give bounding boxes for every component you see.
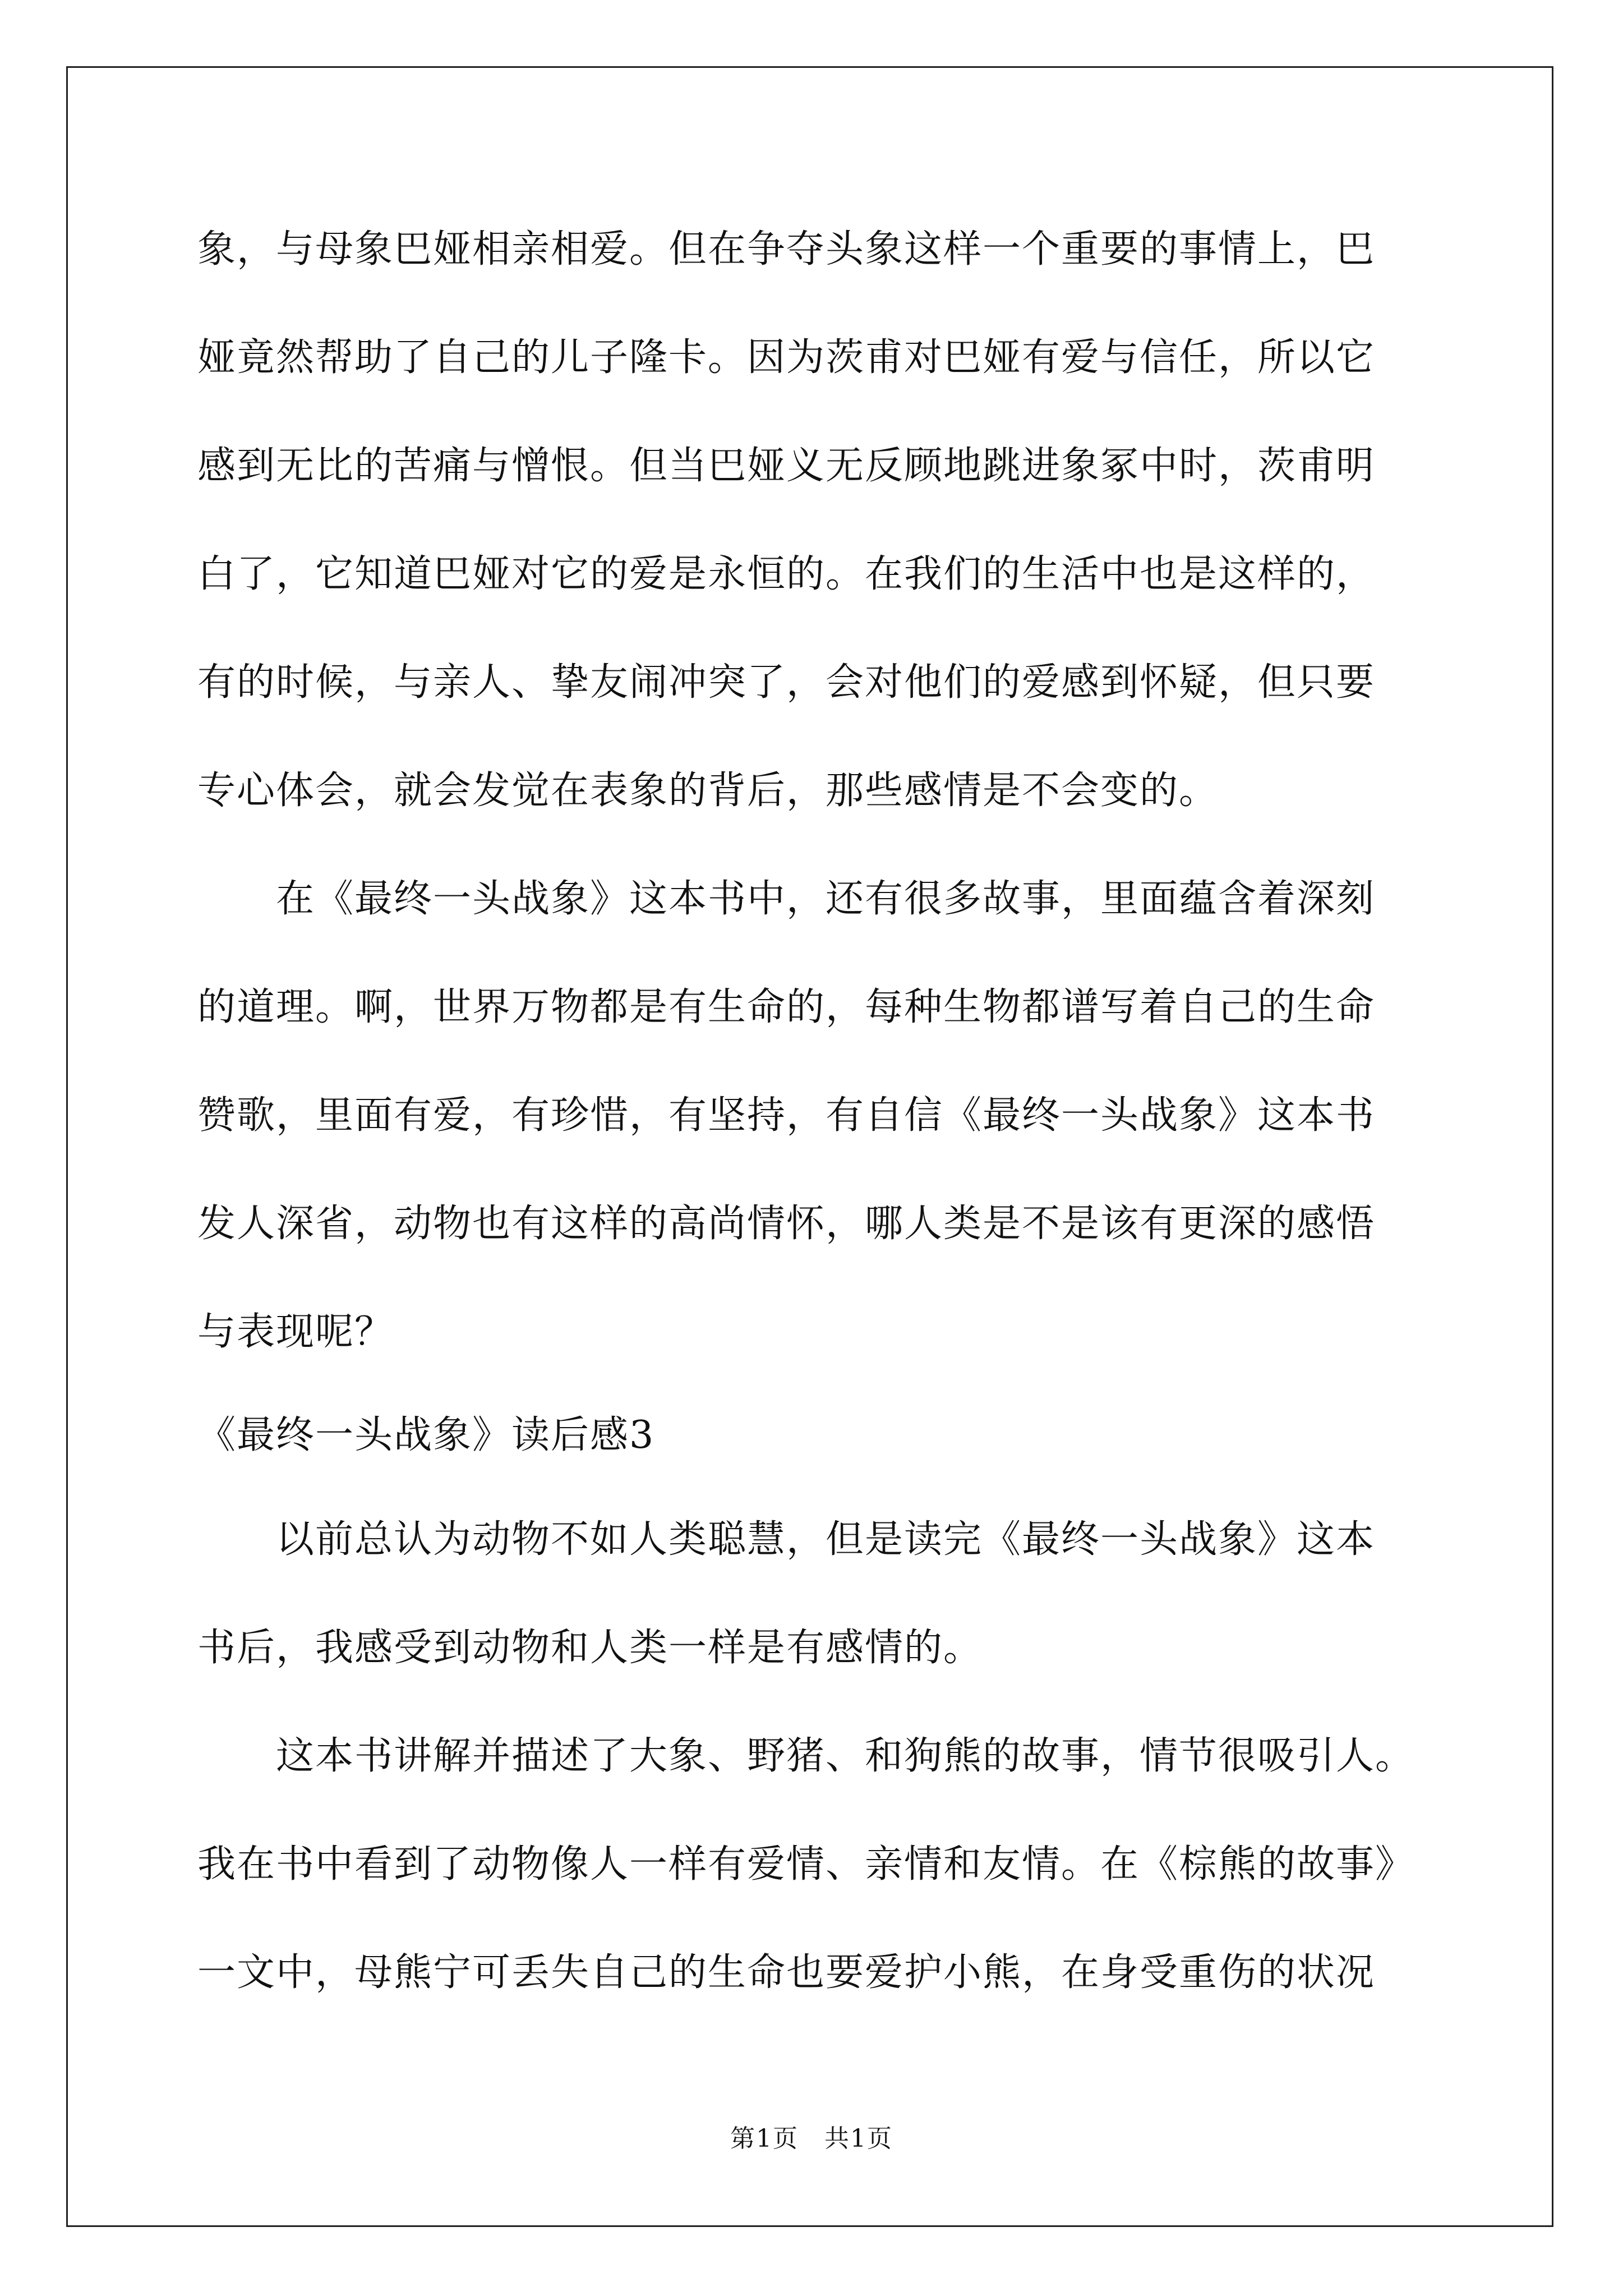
text-line: 专心体会，就会发觉在表象的背后，那些感情是不会变的。 bbox=[197, 769, 1219, 813]
text-line: 以前总认为动物不如人类聪慧，但是读完《最终一头战象》这本 bbox=[197, 1517, 1376, 1562]
text-line: 的道理。啊，世界万物都是有生命的，每种生物都谱写着自己的生命 bbox=[197, 985, 1376, 1029]
page-border bbox=[66, 66, 1553, 2227]
text-line: 书后，我感受到动物和人类一样是有感情的。 bbox=[197, 1626, 983, 1670]
page-footer: 第1页 共1页 bbox=[730, 2124, 893, 2153]
section-heading: 《最终一头战象》读后感3 bbox=[197, 1413, 655, 1457]
text-line: 白了，它知道巴娅对它的爱是永恒的。在我们的生活中也是这样的， bbox=[197, 552, 1376, 596]
text-line: 这本书讲解并描述了大象、野猪、和狗熊的故事，情节很吸引人。 bbox=[197, 1734, 1415, 1778]
text-line: 我在书中看到了动物像人一样有爱情、亲情和友情。在《棕熊的故事》 bbox=[197, 1842, 1415, 1887]
text-line: 一文中，母熊宁可丢失自己的生命也要爱护小熊，在身受重伤的状况 bbox=[197, 1950, 1376, 1995]
text-line: 发人深省，动物也有这样的高尚情怀，哪人类是不是该有更深的感悟 bbox=[197, 1202, 1376, 1246]
text-line: 象，与母象巴娅相亲相爱。但在争夺头象这样一个重要的事情上，巴 bbox=[197, 227, 1376, 272]
text-line: 感到无比的苦痛与憎恨。但当巴娅义无反顾地跳进象冢中时，茨甫明 bbox=[197, 444, 1376, 488]
text-line: 娅竟然帮助了自己的儿子隆卡。因为茨甫对巴娅有爱与信任，所以它 bbox=[197, 335, 1376, 380]
text-line: 在《最终一头战象》这本书中，还有很多故事，里面蕴含着深刻 bbox=[197, 877, 1376, 921]
text-line: 赞歌，里面有爱，有珍惜，有坚持，有自信《最终一头战象》这本书 bbox=[197, 1093, 1376, 1138]
text-line: 与表现呢？ bbox=[197, 1310, 394, 1354]
text-line: 有的时候，与亲人、挚友闹冲突了，会对他们的爱感到怀疑，但只要 bbox=[197, 660, 1376, 705]
